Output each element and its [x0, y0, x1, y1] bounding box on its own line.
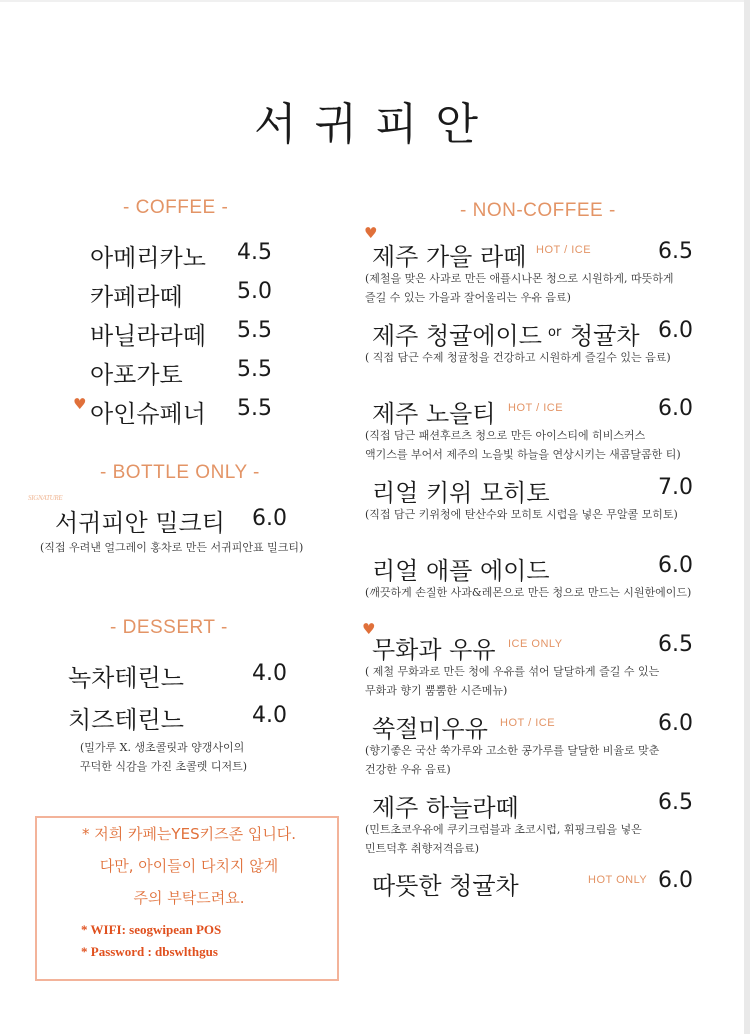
section-non-coffee: - NON-COFFEE -: [460, 200, 616, 221]
menu-item-description: 건강한 우유 음료): [365, 763, 451, 776]
notice-line: * 저희 카페는YES키즈존 입니다.: [81, 825, 297, 843]
menu-item-name: 제주 청귤에이드: [372, 322, 542, 350]
menu-item-price: 5.5: [237, 396, 272, 421]
menu-item-price: 6.0: [658, 868, 693, 893]
menu-item-price: 5.5: [237, 318, 272, 343]
menu-item-price: 6.5: [658, 239, 693, 264]
menu-item-description: 액기스를 부어서 제주의 노을빛 하늘을 연상시키는 새콤달콤한 티): [365, 448, 681, 461]
menu-item-name: 리얼 애플 에이드: [372, 557, 550, 585]
temperature-tag: HOT / ICE: [536, 244, 592, 256]
menu-item-description: ( 직접 담근 수제 청귤청을 건강하고 시원하게 즐길수 있는 음료): [365, 351, 671, 364]
wifi-info: * WIFI: seogwipean POS: [81, 922, 222, 937]
menu-item-name: 무화과 우유: [372, 636, 496, 664]
menu-item-name: 아인슈페너: [90, 400, 206, 428]
menu-item-description: (향기좋은 국산 쑥가루와 고소한 콩가루를 달달한 비율로 맞춘: [365, 744, 660, 757]
menu-item-name: 제주 노을티: [372, 400, 496, 428]
menu-item-price: 6.0: [658, 553, 693, 578]
menu-item-price: 4.0: [252, 661, 287, 686]
menu-item-name: 아포가토: [90, 361, 183, 389]
menu-item-description: (깨끗하게 손질한 사과&레몬으로 만든 청으로 만드는 시원한에이드): [365, 586, 692, 599]
menu-item-description: 무화과 향기 뿜뿜한 시즌메뉴): [365, 684, 508, 697]
notice-box: [35, 816, 339, 981]
menu-item-price: 6.5: [658, 790, 693, 815]
menu-item-price: 6.0: [658, 711, 693, 736]
menu-item-price: 4.0: [252, 703, 287, 728]
page-right-edge: [744, 0, 750, 1034]
menu-item-description: (제철을 맞은 사과로 만든 애플시나몬 청으로 시원하게, 따뜻하게: [365, 272, 674, 285]
heart-icon: ♥: [73, 395, 87, 413]
menu-item-description: 민트덕후 취향저격음료): [365, 842, 480, 855]
dessert-description: (밀가루 X. 생초콜릿과 양갱사이의: [80, 741, 245, 754]
menu-item-name: 제주 하늘라떼: [372, 794, 519, 822]
menu-item-price: 6.0: [658, 318, 693, 343]
temperature-tag: HOT / ICE: [508, 402, 564, 414]
menu-item-name-alt: 청귤차: [570, 322, 640, 350]
dessert-description: 꾸덕한 식감을 가진 초콜렛 디저트): [80, 760, 248, 773]
menu-item-name: 따뜻한 청귤차: [372, 872, 519, 900]
notice-line: 주의 부탁드려요.: [133, 889, 245, 907]
menu-item-price: 5.0: [237, 279, 272, 304]
menu-item-name: 서귀피안 밀크티: [55, 509, 225, 537]
section-bottle-only: - BOTTLE ONLY -: [100, 462, 260, 483]
temperature-tag: ICE ONLY: [508, 638, 563, 650]
notice-line: 다만, 아이들이 다치지 않게: [99, 857, 279, 875]
temperature-tag: HOT ONLY: [588, 874, 648, 886]
menu-item-description: ( 제철 무화과로 만든 청에 우유를 섞어 달달하게 즐길 수 있는: [365, 665, 660, 678]
menu-item-description: (직접 담근 키위청에 탄산수와 모히토 시럽을 넣은 무알콜 모히토): [365, 508, 678, 521]
temperature-tag: HOT / ICE: [500, 717, 556, 729]
menu-item-price: 7.0: [658, 475, 693, 500]
wifi-password: * Password : dbswlthgus: [81, 944, 218, 959]
menu-item-price: 6.0: [658, 396, 693, 421]
menu-item-price: 5.5: [237, 357, 272, 382]
menu-item-description: (민트초코우유에 쿠키크럼블과 초코시럽, 휘핑크림을 넣은: [365, 823, 642, 836]
menu-item-name: 카페라떼: [90, 283, 183, 311]
menu-item-price: 4.5: [237, 240, 272, 265]
menu-item-description: (직접 담근 패션후르츠 청으로 만든 아이스티에 히비스커스: [365, 429, 646, 442]
menu-item-name: 아메리카노: [90, 244, 206, 272]
menu-item-description: (직접 우려낸 얼그레이 홍차로 만든 서귀피안표 밀크티): [40, 541, 304, 554]
menu-title: 서귀피안: [253, 99, 496, 150]
heart-icon: ♥: [362, 620, 376, 638]
or-label: or: [548, 325, 562, 340]
menu-item-price: 6.0: [252, 506, 287, 531]
menu-item-name: 리얼 키위 모히토: [372, 479, 550, 507]
menu-item-name: 치즈테린느: [68, 706, 184, 734]
menu-item-name: 바닐라라떼: [90, 322, 206, 350]
section-dessert: - DESSERT -: [110, 617, 228, 638]
menu-item-price: 6.5: [658, 632, 693, 657]
menu-item-description: 즐길 수 있는 가을과 잘어울리는 우유 음료): [365, 291, 571, 304]
menu-item-name: 쑥절미우유: [372, 715, 488, 743]
heart-icon: ♥: [364, 224, 378, 242]
menu-item-name: 제주 가을 라떼: [372, 243, 527, 271]
signature-tag: SIGNATURE: [28, 494, 63, 502]
page-top-edge: [0, 0, 750, 2]
menu-item-name: 녹차테린느: [68, 664, 184, 692]
section-coffee: - COFFEE -: [123, 197, 229, 218]
